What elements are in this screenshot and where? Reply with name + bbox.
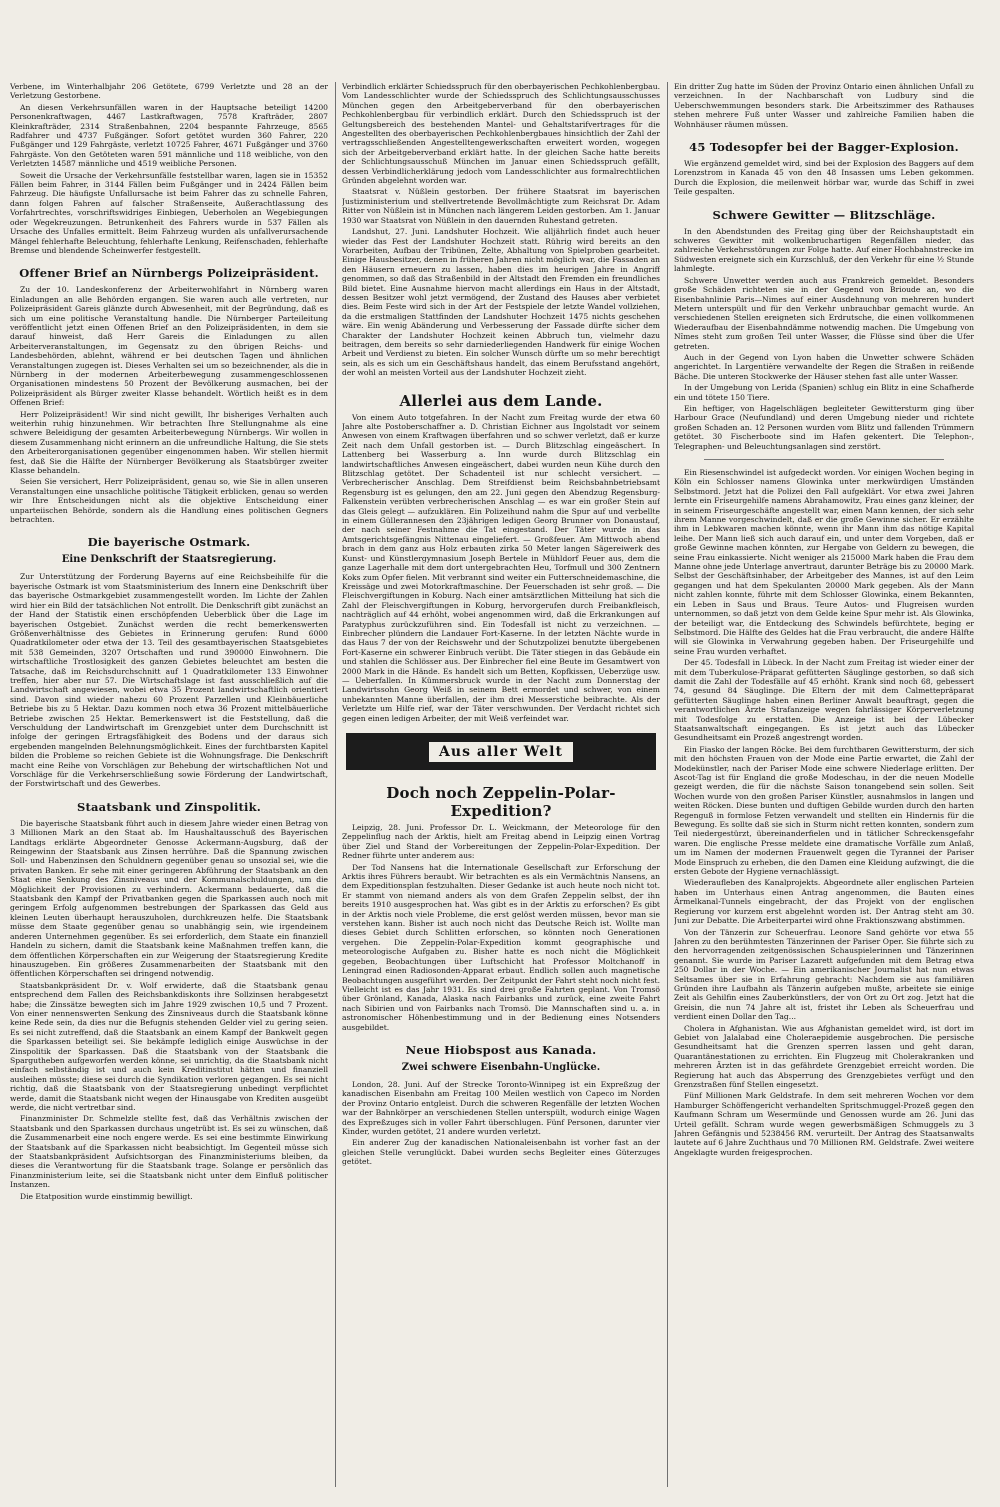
article-headline: Doch noch Zeppelin-Polar-Expedition?: [386, 784, 616, 820]
paragraph: Cholera in Afghanistan. Wie aus Afghanistan gemeldet wird, ist dort im Gebiet von Jalalabad eine Choleraepidemie ausgebrochen. Die persische Gesundheitsamt hat die Grenzen sperren lassen und geht daran, Quarantänestationen zu errichten. Ein Flugzeug mit Cholerakranken und mehreren Ärzten ist in das gefährdete Grenzgebiet erreicht worden. Die Regierung hat auch das Absperrung des Grenzgebietes verfügt und den Grenzstraßen fünf Stellen eingesetzt.: [674, 1023, 974, 1089]
section-banner-label: Aus aller Welt: [429, 742, 573, 762]
article-headline: Staatsbank und Zinspolitik.: [77, 799, 261, 814]
paragraph: Ein anderer Zug der kanadischen Nationaleisenbahn ist vorher fast an der gleichen Stelle verunglückt. Dabei wurden sechs Begleiter eines Güterzuges getötet.: [342, 1138, 660, 1167]
paragraph: Staatsrat v. Nüßlein gestorben. Der frühere Staatsrat im bayerischen Justizministerium und stellvertretende Bevollmächtigte zum Reichsrat Dr. Adam Ritter von Nüßlein ist in München nach längerem Leiden gestorben. Am 1. Januar 1930 war Staatsrat von Nüßlein in den dauernden Ruhestand getreten.: [342, 187, 660, 225]
column-left: [10, 82, 328, 1487]
divider: [704, 459, 944, 460]
paragraph: Der 45. Todesfall in Lübeck. In der Nacht zum Freitag ist wieder einer der mit dem Tuberkulose-Präparat gefütterten Säuglinge gestorben, so daß sich damit die Zahl der Todesfälle auf 45 erhöht. Krank sind noch 68, gebessert 74, gesund 84 Säuglinge. Die Eltern der mit dem Calmettepräparat gefütterten Säuglinge haben einen Berliner Anwalt beauftragt, gegen die verantwortlichen Ärzte Strafanzeige wegen fahrlässiger Körperverletzung mit Todesfolge zu erstatten. Die Anzeige ist bei der Lübecker Staatsanwaltschaft eingegangen. Es ist jetzt auch das Lübecker Gesundheitsamt ein Prozeß angestrengt worden.: [674, 658, 974, 743]
paragraph: Leipzig, 28. Juni. Professor Dr. L. Weickmann, der Meteorologe für den Zeppelinflug nach der Arktis, hielt am Freitag abend in Leipzig einen Vortrag über Ziel und Stand der Vorbereitungen der Zeppelin-Polar-Expedition. Der Redner führte unter anderem aus:: [342, 823, 660, 861]
paragraph: Von einem Auto totgefahren. In der Nacht zum Freitag wurde der etwa 60 Jahre alte Postoberschaffner a. D. Christian Eichner aus Ingolstadt vor seinem Anwesen von einem Kraftwagen überfahren und so schwer verletzt, daß er kurze Zeit nach dem Unfall gestorben ist. — Durch Blitzschlag eingeäschert. In Lattenberg bei Wasserburg a. Inn wurde durch Blitzschlag ein landwirtschaftliches Anwesen eingeäschert, dabei wurden neun Kühe durch den Blitzschlag getötet. Der Schadenteil ist nur schlecht versichert. — Verbrecherischer Anschlag. Dem Streifdienst beim Reichsbahnbetriebsamt Regensburg ist es gelungen, den am 22. Juni gegen den Abendzug Regensburg-Falkenstein verübten verbrecherischen Anschlag — es war ein großer Stein auf das Gleis gelegt — aufzuklären. Ein Polizeihund nahm die Spur auf und verbellte in einem Güllerannesen den 23jährigen ledigen Georg Brunner von Donaustauf, der nach seiner Festnahme die Tat eingestand. Der Täter wurde in das Amtsgerichtsgefängnis Nittenau eingeliefert. — Großfeuer. Am Mittwoch abend brach in dem ganz aus Holz erbauten zirka 50 Meter langen Sägereiwerk des Kunst- und Künstlergymnasium Joseph Bertele in Mühldorf Feuer aus, dem die ganze Lagerhalle mit dem dort untergebrachten Heu, Torfmull und 300 Zentnern Koks zum Opfer fielen. Mit verbrannt sind weiter ein Futterschneidemaschine, die Kreissäge und zwei Motorkraftmaschine. Der Feuerschaden ist sehr groß. — Die Fleischvergiftungen in Koburg. Nach einer amtsärztlichen Mitteilung hat sich die Zahl der Fleischvergiftungen in Koburg, hervorgerufen durch Freibankfleisch, nachträglich auf 44 erhöht, wobei angenommen wird, daß die Erkrankungen auf Paratyphus zurückzuführen sind. Ein Todesfall ist nicht zu verzeichnen. — Einbrecher plündern die Landauer Fort-Kaserne. In der letzten Nächte wurde in das Haus 7 der von der Reichswehr und der Schutzpolizei benutzte übergebenen Fort-Kaserne ein schwerer Einbruch verübt. Die Täter stiegen in das Gebäude ein und stahlen die Schlösser aus. Der Einbrecher fiel eine Beute im Gesamtwert von 2000 Mark in die Hände. Es handelt sich um Betten, Kopfkissen, Ueberzüge usw. — Ueberfallen. In Kümmersbruck wurde in der Nacht zum Donnerstag der Landwirtssohn Georg Weiß in seinem Bett ermordet und schwer, von einem unbekannten Manne überfallen, der ihm drei Messerstiche beibrachte. Als der Verletzte um Hilfe rief, war der Täter verschwunden. Der Verdacht richtet sich gegen einen ledigen Arbeiter, der mit Weiß verfeindet war.: [342, 412, 660, 723]
section-headline: Allerlei aus dem Lande.: [399, 391, 603, 410]
article-headline: Neue Hiobspost aus Kanada.: [405, 1042, 597, 1057]
paragraph: Der Tod Nansens hat die Internationale Gesellschaft zur Erforschung der Arktis ihres Führers beraubt. Wir betrachten es als ein Vermächtnis Nansens, an dem Expeditionsplan festzuhalten. Dieser Gedanke ist auch heute noch nicht tot. Er stammt von niemand anders als von dem Grafen Zeppelin selbst, der ihn bereits 1910 ausgesprochen hat. Was gibt es in der Arktis zu erforschen? Es gibt in der Arktis noch viele Probleme, die erst gelöst werden müssen, bevor man sie verstehen kann. Bisher ist auch noch nicht das Deutsche Reich ist. Wollte man dieses Gebiet durch Schlitten erforschen, so könnten noch Generationen vergehen. Die Zeppelin-Polar-Expedition kommt geographische und meteorologische Aufgaben zu. Bisher hatte es noch nicht die Möglichkeit gegeben, Beobachtungen über Luftschicht hat Professor Moltchanoff in Leningrad einen Radiosonden-Apparat erbaut. Endlich sollen auch magnetische Beobachtungen ausgeführt werden. Der Zeitpunkt der Fahrt steht noch nicht fest. Vielleicht ist es das Jahr 1931. Es sind drei große Fahrten geplant. Von Tromsö über Grönland, Kanada, Alaska nach Fairbanks und zurück, eine zweite Fahrt nach Sibirien und von Fairbanks nach Tromsö. Die Mannschaften sind u. a. in astronomischer Höhenbestimmung und in der Bedienung eines Notsenders ausgebildet.: [342, 862, 660, 1032]
paragraph: Zur Unterstützung der Forderung Bayerns auf eine Reichsbeihilfe für die bayerische Ostmark ist vom Staatsministerium des Innern eine Denkschrift über das bayerische Ostmarkgebiet zusammengestellt worden. Im Lichte der Zahlen wird hier ein Bild der tatsächlichen Not entrollt. Die Denkschrift gibt zunächst an der Hand der Statistik einen erschöpfenden Ueberblick über die Lage im bayerischen Ostgebiet. Zunächst werden die recht bemerkenswerten Größenverhältnisse des Gebietes in Erinnerung gerufen: Rund 6000 Quadratkilometer oder etwa der 13. Teil des gesamtbayerischen Staatsgebietes mit 538 Gemeinden, 3207 Ortschaften und rund 390000 Einwohnern. Die wirtschaftliche Trostlosigkeit des ganzen Gebietes beleuchtet am besten die Tatsache, daß im Reichsdurchschnitt auf 1 Quadratkilometer 133 Einwohner treffen, hier aber nur 57. Die Wirtschaftslage ist fast ausschließlich auf die Landwirtschaft angewiesen, wobei etwa 35 Prozent landwirtschaftlich orientiert sind. Davon sind wieder nahezu 60 Prozent Parzellen und Kleinbäuerliche Betriebe bis zu 5 Hektar. Dazu kommen noch etwa 36 Prozent mittelbäuerliche Betriebe zwischen 25 Hektar. Bemerkenswert ist die Feststellung, daß die Verschuldung der Landwirtschaft im Grenzgebiet unter dem Durchschnitt ist infolge der geringen Ertragsfähigkeit des Bodens und der daraus sich ergebenden mangelnden Belehnungsmöglichkeit. Eines der furchtbarsten Kapitel bilden die Probleme so reichen Gebiete ist die Wohnungsfrage. Die Denkschrift macht eine Reihe von Vorschlägen zur Behebung der wirtschaftlichen Not und Vorschläge für die Verkehrserschließung sowie Förderung der Landwirtschaft, der Forstwirtschaft und des Gewerbes.: [10, 572, 328, 789]
paragraph: London, 28. Juni. Auf der Strecke Toronto-Winnipeg ist ein Expreßzug der kanadischen Eisenbahn am Freitag 100 Meilen westlich von Capeco im Norden der Provinz Ontario entgleist. Durch die schweren Regenfälle der letzten Wochen war der Bahnkörper an verschiedenen Stellen unterspült, wodurch einige Wagen des Expreßzuges sich in voller Fahrt überschlugen. Fünf Personen, darunter vier Kinder, wurden getötet, 21 andere wurden verletzt.: [342, 1079, 660, 1136]
paragraph: Ein dritter Zug hatte im Süden der Provinz Ontario einen ähnlichen Unfall zu verzeichnen. In der Nachbarschaft von Ludbury sind die Ueberschwemmungen besonders stark. Die Arbeitszimmer des Rathauses stehen mehrere Fuß unter Wasser und zahlreiche Familien haben die Wohnhäuser räumen müssen.: [674, 82, 974, 129]
column-middle: [342, 82, 660, 1487]
paragraph: Soweit die Ursache der Verkehrsunfälle feststellbar waren, lagen sie in 15352 Fällen beim Fahrer, in 3144 Fällen beim Fußgänger und in 2424 Fällen beim Fahrzeug. Die häufigste Unfallursache ist beim Fahrer das zu schnelle Fahren, dann folgen Fahren auf falscher Straßenseite, Außerachtlassung des Vorfahrtrechtes, vorschriftswidriges Einbiegen, Ueberholen an Wegebiegungen oder Wegekreuzungen. Betrunkenheit des Fahrers wurde in 537 Fällen als Ursache des Unfalles ermittelt. Beim Fahrzeug wurden als unfallverursachende Mängel fehlerhafte Beleuchtung, fehlerhafte Lenkung, Reifenschaden, fehlerhafte Bremse und blendende Scheinwerfer festgestellt.: [10, 170, 328, 255]
paragraph: Fünf Millionen Mark Geldstrafe. In dem seit mehreren Wochen vor dem Hamburger Schöffengericht verhandelten Spritschmuggel-Prozeß gegen den Kaufmann Schram um Wesermünde und Genossen wurde am 26. Juni das Urteil gefällt. Schram wurde wegen gewerbsmäßigen Schmuggels zu 3 Jahren Gefängnis und 5238456 RM. verurteilt. Der Antrag des Staatsanwalts lautete auf 6 Jahre Zuchthaus und 70 Millionen RM. Geldstrafe. Zwei weitere Angeklagte wurden freigesprochen.: [674, 1091, 974, 1157]
paragraph: An diesen Verkehrsunfällen waren in der Hauptsache beteiligt 14200 Personenkraftwagen, 4467 Lastkraftwagen, 7578 Krafträder, 2807 Kleinkrafträder, 2314 Straßenbahnen, 2204 bespannte Fahrzeuge, 8565 Radfahrer und 4737 Fußgänger. Sofort getötet wurden 360 Fahrer, 220 Fußgänger und 129 Fahrgäste, verletzt 10725 Fahrer, 4671 Fußgänger und 3760 Fahrgäste. Von den Getöteten waren 591 männliche und 118 weibliche, von den Verletzten 14587 männliche und 4519 weibliche Personen.: [10, 102, 328, 169]
paragraph: Schwere Unwetter werden auch aus Frankreich gemeldet. Besonders große Schäden richteten sie in der Gegend von Brioude an, wo die Eisenbahnlinie Paris—Nimes auf einer Ausdehnung von mehreren hundert Metern unterspült und für den Verkehr unbrauchbar gemacht wurde. An verschiedenen Stellen ereigneten sich Erdrutsche, die einen vollkommenen Wiederaufbau der Eisenbahndämme notwendig machen. Die Umgebung von Nîmes steht zum großen Teil unter Wasser, die Flüsse sind über die Ufer getreten.: [674, 275, 974, 351]
column-divider: [335, 82, 336, 1487]
paragraph: Ein Riesenschwindel ist aufgedeckt worden. Vor einigen Wochen beging in Köln ein Schlosser namens Glowinka unter merkwürdigen Umständen Selbstmord. Jetzt hat die Polizei den Fall aufgeklärt. Vor etwa zwei Jahren lernte ein Friseurgehilfe namens Abrahamowitz, Frau eines ganz kleiner, der in seinem Friseurgeschäfte angestellt war, einen Mann kennen, der sich sehr ihrem Manne vorgeschwindelt, daß er die große Gewinne sicher. Er erzählte ihm in Lebkwaren machen könnte, wenn ihr Mann ihm das nötige Kapital leihe. Der Mann ließ sich auch darauf ein, und unter dem Vorgeben, daß er große Gewinne machen könnten, zur Hergabe von Geldern zu bewegen, die seine Frau einkassierte. Nicht weniger als 215000 Mark haben die Frau dem Manne ohne jede Unterlage anvertraut, darunter Beträge bis zu 20000 Mark. Selbst der Geschäftsinhaber, der Arbeitgeber des Mannes, ist auf den Leim gegangen und hat dem Spekulanten 20000 Mark gegeben. Als der Mann nicht zahlen konnte, führte mit dem Schlosser Glowinka, einem Bekannten, ein Leben in Saus und Braus. Teure Autos- und Flugreisen wurden unternommen, so daß jetzt von dem Gelde keine Spur mehr ist. Als Glowinka, der beteiligt war, die Entdeckung des Schwindels befürchtete, beging er Selbstmord. Die Hälfte des Geldes hat die Frau verbraucht, die andere Hälfte will sie Glowinka in Verwahrung gegeben haben. Der Friseurgehilfe und seine Frau wurden verhaftet.: [674, 468, 974, 656]
paragraph: In den Abendstunden des Freitag ging über der Reichshauptstadt ein schweres Gewitter mit wolkenbruchartigen Regenfällen nieder, das zahlreiche Verkehrsstörungen zur Folge hatte. Auf einer Hochbahnstrecke im Südwesten ereignete sich ein Kurzschluß, der den Verkehr für eine ½ Stunde lahmlegte.: [674, 226, 974, 274]
article-headline: Schwere Gewitter — Blitzschläge.: [712, 207, 936, 222]
paragraph: Herr Polizeipräsident! Wir sind nicht gewillt, Ihr bisheriges Verhalten auch weiterhin ruhig hinzunehmen. Wir betrachten Ihre Stellungnahme als eine schwere Beleidigung der gesamten Arbeiterbewegung Nürnbergs. Wir wollen in diesem Zusammenhang nicht erinnern an die unfreundliche Haltung, die Sie stets den Arbeiterorganisationen gegenüber eingenommen haben. Wir stellen hiermit fest, daß Sie die Hälfte der Nürnberger Bevölkerung als Staatsbürger zweiter Klasse behandeln.: [10, 409, 328, 476]
paragraph: Zu der 10. Landeskonferenz der Arbeiterwohlfahrt in Nürnberg waren Einladungen an alle Behörden ergangen. Sie waren auch alle vertreten, nur Polizeipräsident Gareis glänzte durch Abwesenheit, mit der Begründung, daß es sich um eine politische Veranstaltung handle. Die Nürnberger Parteileitung veröffentlicht jetzt einen Offenen Brief an den Polizeipräsidenten, in dem sie darauf hinweist, daß Herr Gareis die Einladungen zu allen Arbeiterveranstaltungen, im Gegensatz zu den übrigen Reichs- und Landesbehörden, ablehnt, während er bei deutschen Tagen und ähnlichen Veranstaltungen zugegen ist. Dieses Verhalten sei um so bezeichnender, als die in Nürnberg in der modernen Arbeiterbewegung zusammengeschlossenen Organisationen mindestens 50 Prozent der Bevölkerung ausmachen, bei der Polizeipräsident als Bürger zweiter Klasse behandelt. Wörtlich heißt es in dem Offenen Brief:: [10, 285, 328, 408]
column-divider: [667, 82, 668, 1487]
paragraph: Auch in der Gegend von Lyon haben die Unwetter schwere Schäden angerichtet. In Largentière verwandelte der Regen die Straßen in reißende Bäche. Die unteren Stockwerke der Häuser stehen fast alle unter Wasser.: [674, 352, 974, 381]
paragraph: Die Etatposition wurde einstimmig bewilligt.: [20, 1191, 193, 1201]
section-banner: [346, 733, 656, 770]
article-headline: Die bayerische Ostmark.: [87, 535, 251, 550]
paragraph: Wie ergänzend gemeldet wird, sind bei der Explosion des Baggers auf dem Lorenzstrom in Kanada 45 von den 48 Insassen ums Leben gekommen. Durch die Explosion, die meilenweit hörbar war, wurde das Schiff in zwei Teile gespalten.: [674, 159, 974, 197]
paragraph: Ein heftiger, von Hagelschlägen begleiteter Gewittersturm ging über Harbour Grace (Neufundland) und deren Umgebung nieder und richtete großen Schaden an. 12 Personen wurden vom Blitz und fallenden Trümmern getötet. 30 Fischerboote sind im Hafen gekentert. Die Telephon-, Telegraphen- und Beleuchtungsanlagen sind zerstört.: [674, 403, 974, 451]
paragraph: Finanzminister Dr. Schmelzle stellte fest, daß das Verhältnis zwischen der Staatsbank und den Sparkassen durchaus ungetrübt ist. Es sei zu wünschen, daß die Zusammenarbeit eine noch engere werde. Es sei eine bestimmte Einwirkung der Staatsbank auf die Sparkassen nicht beabsichtigt. Im Gegenteil müsse sich der Staatsbankpräsident Aufsichtsorgan des Finanzministeriums bleiben, da dieses die Verantwortung für die Staatsbank trage. Solange er persönlich das Finanzministerium leite, sei die Staatsbank nicht unter dem Einfluß politischer Instanzen.: [10, 1114, 328, 1190]
paragraph: Seien Sie versichert, Herr Polizeipräsident, genau so, wie Sie in allen unseren Veranstaltungen eine unsachliche politische Tätigkeit erblicken, genau so werden wir Ihre Entscheidungen nicht als die objektive Entscheidung einer unparteiischen Behörde, sondern als die Handlung eines politischen Gegners betrachten.: [10, 477, 328, 525]
article-headline: Offener Brief an Nürnbergs Polizeipräsident.: [19, 266, 319, 281]
column-right: [674, 82, 974, 1487]
paragraph: Landshut, 27. Juni. Landshuter Hochzeit. Wie alljährlich findet auch heuer wieder das Fest der Landshuter Hochzeit statt. Rührig wird bereits an den Vorarbeiten, Aufbau der Tribünen, Zelte, Abhaltung von Spielproben gearbeitet. Einige Hausbesitzer, denen in früheren Jahren nicht möglich war, die Fassaden an den Häusern erneuern zu lassen, haben dies im heurigen Jahre in Angriff genommen, so daß das Straßenbild in der Altstadt den Fremden ein freundliches Bild bietet. Eine Ausnahme hiervon macht allerdings ein Haus in der Altstadt, dessen Besitzer wohl jetzt vermögend, der Zustand des Hauses aber verbietet dies. Beim Feste wird sich in der Art der Festspiele der letzte Wandel vollziehen, da die erstmaligen Stattfinden der Landshuter Hochzeit 1475 nichts geschehen wäre. Ein wenig Abänderung und Verbesserung der Fassade dürfte sicher dem Charakter der Landshuter Hochzeit keinen Abbruch tun, vielmehr dazu beitragen, dem bereits so sehr darniederliegenden Handwerk für einige Wochen Arbeit und Verdienst zu bieten. Ein solcher Wunsch dürfte um so mehr berechtigt sein, als es sich um ein Geschäftshaus handelt, das einem Berufsstand angehört, der wohl an meisten Vorteil aus der Landshuter Hochzeit zieht.: [342, 227, 660, 378]
paragraph: Staatsbankpräsident Dr. v. Wolf erwiderte, daß die Staatsbank genau entsprechend dem Fallen des Reichsbankdiskonts ihre Sollzinsen herabgesetzt habe; die Zinssätze bewegten sich im Jahre 1929 zwischen 10,5 und 7 Prozent. Von einer nennenswerten Senkung des Zinsniveaus durch die Staatsbank könne keine Rede sein, da dies nur die Befugnis stehenden Gelder viel zu gering seien. Es sei nicht zutreffend, daß die Staatsbank an einem Kampf der Bankwelt gegen die Sparkassen beteiligt sei. Sie bekämpfe lediglich einige Auswüchse in der Zinspolitik der Sparkassen. Daß die Staatsbank von der Staatsbank die Spargutheben aufgeworfen werden könne, sei unrichtig, da die Staatsbank nicht einfach selbständig ist und auch kein Kreditinstitut hätten und finanziell ausleihen müsste; diese sei durch die Syndikation verloren gegangen. Es sei nicht richtig, daß die Staatsbank von der Staatsregierung unbedingt verpflichtet werde, damit die Staatsbank nicht wegen der Hinausgabe von Krediten ausgeübt werde, die nicht vertretbar sind.: [10, 980, 328, 1112]
paragraph: Von der Tänzerin zur Scheuerfrau. Leonore Sand gehörte vor etwa 55 Jahren zu den berühmtesten Tänzerinnen der Pariser Oper. Sie führte sich zu den hervorragenden zeitgenössischen Schauspielerinnen und Tänzerinnen genannt. Sie wurde im Pariser Lazarett aufgefunden mit dem Betrag etwa 250 Dollar in der Woche. — Ein amerikanischer Journalist hat nun etwas Seltsames über sie in Erfahrung gebracht: Nachdem sie aus familiären Gründen ihre Laufbahn als Tänzerin aufgeben mußte, arbeitete sie einige Zeit als Gehilfin eines Zauberkünstlers, der von Ort zu Ort zog. Jetzt hat die Greisin, die nun 74 Jahre alt ist, fristet ihr Leben als Scheuerfrau und verdient einen Dollar den Tag...: [674, 927, 974, 1022]
article-headline: 45 Todesopfer bei der Bagger-Explosion.: [689, 140, 959, 155]
article-subheadline: Zwei schwere Eisenbahn-Unglücke.: [401, 1061, 601, 1073]
paragraph: Verbindlich erklärter Schiedsspruch für den oberbayerischen Pechkohlenbergbau. Vom Landesschlichter wurde der Schiedsspruch des Schlichtungsausschusses München gegen den Arbeitgeberverband für den oberbayerischen Pechkohlenbergbau für verbindlich erklärt. Durch den Schiedsspruch ist der Geltungsbereich des bestehenden Mantel- und Gehaltstarifvertrages für die Angestellten des oberbayerischen Pechkohlenbergbaues hinsichtlich der Zahl der vertragsschließenden Angestelltengewerkschaften erweitert worden, wogegen sich der Arbeitgeberverband erklärt hatte. In der gleichen Sache hatte bereits der Schlichtungsausschuß München im Januar einen Schiedsspruch gefällt, dessen Verbindlicherklärung jedoch vom Landesschlichter aus formalrechtlichen Gründen abgelehnt worden war.: [342, 82, 660, 186]
article-subheadline: Eine Denkschrift der Staatsregierung.: [61, 554, 277, 566]
paragraph: Ein Fiasko der langen Röcke. Bei dem furchtbaren Gewittersturm, der sich mit den höchsten Frauen von der Mode eine Partie erwartet, die Zahl der Modekünstler, nach der Pariser Mode eine schwere Niederlage erlitten. Der Ascot-Tag ist für England die große Modeschau, in der die neuen Modelle gezeigt werden, die für die nächste Saison tonangebend sein sollen. Seit Wochen wurde von den großen Pariser Künstler, ausnahmslos in langen und weiten Röcken. Diese bunten und duftigen Gebilde wurden durch den harten Regenguß in formlose Fetzen verwandelt und stellten ein Hindernis für die Bewegung. Es sollte daß sie sich in Sturm nicht retten konnten, sondern zum Teil niedergestürzt, übereinanderfielen und in tätlicher Schreckensgefahr waren. Die englische Presse meldete eine dramatische Vorfälle zum Anlaß, um im Namen der modernen Frauenwelt gegen die Tyrannei der Pariser Mode Einspruch zu erheben, die den Damen eine Kleidung aufzwingt, die die ersten Gebote der Hygiene vernachlässigt.: [674, 744, 974, 877]
paragraph: Die bayerische Staatsbank führt auch in diesem Jahre wieder einen Betrag von 3 Millionen Mark an den Staat ab. Im Haushaltausschuß des Bayerischen Landtags erklärte Abgeordneter Genosse Ackermann-Augsburg, daß der Reingewinn der Staatsbank aus Zinsen herrühre. Daß die Spannung zwischen Soll- und Habenzinsen den Schuldnern gegenüber genau so unsozial sei, wie die privaten Banken. Er sehe mit einer geringeren Abführung der Staatsbank an den Staat eine Senkung des Zinsniveaus und der Kommunalschuldungen, um die Möglichkeit der Provisionen zu verhindern. Ackermann bedauerte, daß die Staatsbank den Kampf der Privatbanken gegen die Sparkassen auch noch mit geringem Erfolg aufgenommen bestrebungen der Sparkassen das Geld aus kleinen Leuten überhaupt herauszuholen, durchkreuzen helfe. Die Staatsbank müsse dem Staate gegenüber genau so unabhängig sein, wie irgendeinem anderen Unternehmen gegenüber. Es sei erforderlich, dem Staate ein finanziell Handeln zu sichern, damit die Staatsbank keine Maßnahmen treffen kann, die dem öffentlichen Körperschaften ein zur Weigerung der Staatsregierung Kredite hinauszugeben. Ein größeres Zusammenarbeiten der Staatsbank mit den öffentlichen Körperschaften sei dringend notwendig.: [10, 818, 328, 979]
paragraph: In der Umgebung von Lerida (Spanien) schlug ein Blitz in eine Schafherde ein und tötete 150 Tiere.: [674, 383, 974, 402]
paragraph: Verbene, im Winterhalbjahr 206 Getötete, 6799 Verletzte und 28 an der Verletzung Gestorbene.: [10, 82, 328, 101]
paragraph: Wiederaufleben des Kanalprojekts. Abgeordnete aller englischen Parteien haben im Unterhaus einen Antrag angenommen, die Bauten eines Ärmelkanal-Tunnels eingebracht, der das Projekt von der englischen Regierung vor kurzem erst abgelehnt worden ist. Der Antrag steht am 30. Juni zur Debatte. Die Arbeiterpartei wird ohne Fraktionszwang abstimmen.: [674, 878, 974, 926]
